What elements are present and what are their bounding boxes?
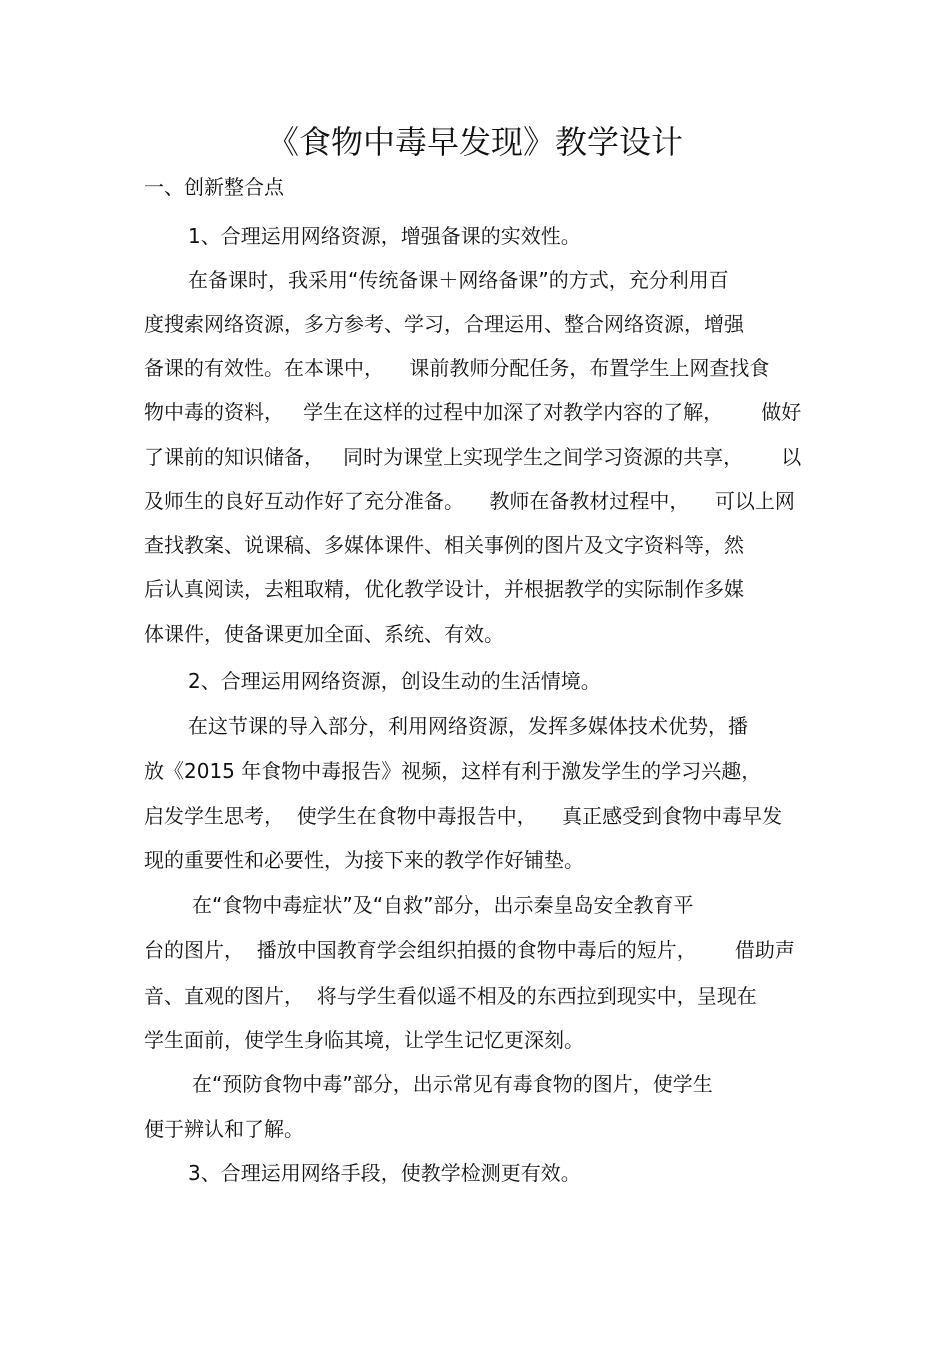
section-heading: 一、创新整合点 (144, 175, 284, 199)
paragraph-line: 启发学生思考， 使学生在食物中毒报告中， 真正感受到食物中毒早发 (144, 804, 783, 828)
paragraph-line: 及师生的良好互动作好了充分准备。 教师在备教材过程中， 可以上网 (144, 489, 795, 513)
paragraph-line: 在备课时，我采用“传统备课＋网络备课”的方式，充分利用百 (188, 268, 729, 292)
paragraph-line: 在“食物中毒症状”及“自救”部分，出示秦皇岛安全教育平 (192, 893, 694, 917)
paragraph-line: 现的重要性和必要性，为接下来的教学作好铺垫。 (144, 848, 584, 872)
document-title: 《食物中毒早发现》教学设计 (266, 123, 683, 161)
paragraph-line: 台的图片， 播放中国教育学会组织拍摄的食物中毒后的短片， 借助声 (144, 938, 795, 962)
paragraph-line: 度搜索网络资源，多方参考、学习，合理运用、整合网络资源，增强 (144, 312, 744, 336)
point2-heading: 2、合理运用网络资源，创设生动的生活情境。 (188, 669, 601, 693)
paragraph-line: 放《2015 年食物中毒报告》视频，这样有利于激发学生的学习兴趣， (144, 759, 762, 783)
point3-heading: 3、合理运用网络手段，使教学检测更有效。 (188, 1161, 581, 1185)
paragraph-line: 便于辨认和了解。 (144, 1117, 304, 1141)
paragraph-line: 在这节课的导入部分，利用网络资源，发挥多媒体技术优势，播 (188, 714, 748, 738)
paragraph-line: 后认真阅读，去粗取精，优化教学设计，并根据教学的实际制作多媒 (144, 577, 744, 601)
paragraph-line: 在“预防食物中毒”部分，出示常见有毒食物的图片，使学生 (192, 1072, 713, 1096)
point1-heading: 1、合理运用网络资源，增强备课的实效性。 (188, 224, 581, 248)
paragraph-line: 了课前的知识储备， 同时为课堂上实现学生之间学习资源的共享， 以 (144, 445, 802, 469)
paragraph-line: 物中毒的资料， 学生在这样的过程中加深了对教学内容的了解， 做好 (144, 400, 802, 424)
paragraph-line: 体课件，使备课更加全面、系统、有效。 (144, 622, 504, 646)
paragraph-line: 学生面前，使学生身临其境，让学生记忆更深刻。 (144, 1028, 584, 1052)
paragraph-line: 音、直观的图片， 将与学生看似遥不相及的东西拉到现实中，呈现在 (144, 984, 757, 1008)
paragraph-line: 查找教案、说课稿、多媒体课件、相关事例的图片及文字资料等，然 (144, 533, 744, 557)
paragraph-line: 备课的有效性。在本课中， 课前教师分配任务，布置学生上网查找食 (144, 356, 770, 380)
